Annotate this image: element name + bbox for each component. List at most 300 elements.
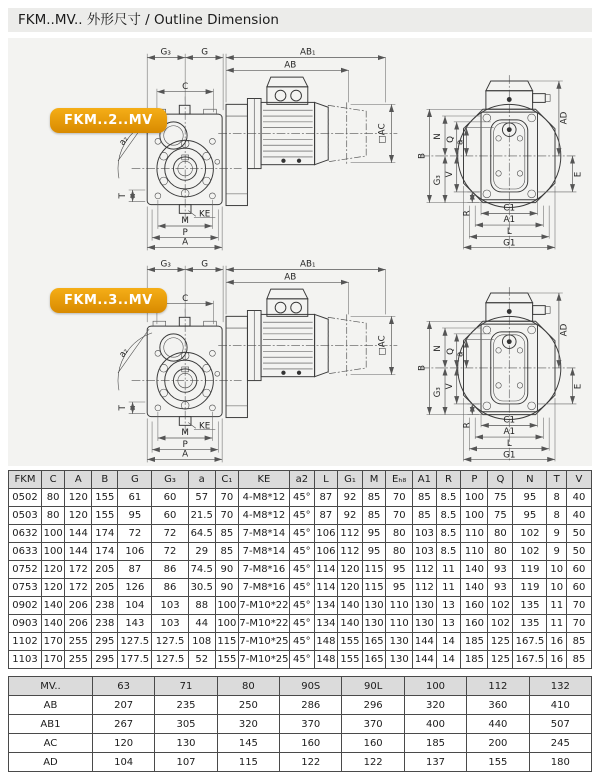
table-cell: 207 — [92, 696, 154, 715]
table-cell: 112 — [413, 579, 436, 597]
header-cell: 80 — [217, 677, 279, 696]
table-cell: 80 — [386, 525, 413, 543]
table-cell: 126 — [118, 579, 152, 597]
table-cell: 130 — [362, 597, 385, 615]
table-cell: 106 — [314, 525, 337, 543]
header-cell: V — [566, 471, 591, 489]
table-cell: 7-M10*25 — [239, 651, 290, 669]
table-cell: 45° — [289, 579, 314, 597]
table-cell: 155 — [338, 633, 363, 651]
table-cell: 60 — [566, 561, 591, 579]
table-cell: 85 — [215, 525, 238, 543]
drawing-panel-fkm2 — [8, 38, 592, 260]
table-cell: 507 — [529, 715, 591, 734]
table-cell: 87 — [118, 561, 152, 579]
table-cell: 87 — [314, 489, 337, 507]
table-cell: 155 — [215, 651, 238, 669]
table-cell: 130 — [413, 597, 436, 615]
table-cell: 86 — [152, 561, 188, 579]
table-row — [9, 561, 592, 579]
header-cell: a2 — [289, 471, 314, 489]
table-cell: 90 — [215, 579, 238, 597]
table-cell: 144 — [413, 651, 436, 669]
table-cell: 114 — [314, 579, 337, 597]
table-cell: 100 — [42, 525, 65, 543]
table-cell: 144 — [413, 633, 436, 651]
table-cell: 104 — [92, 753, 154, 772]
table-cell: 11 — [436, 561, 461, 579]
table-cell: 180 — [529, 753, 591, 772]
table-cell: 127.5 — [152, 651, 188, 669]
table-cell: 7-M8*16 — [239, 579, 290, 597]
table-cell: 134 — [314, 615, 337, 633]
table-cell: 92 — [338, 489, 363, 507]
table-cell: 88 — [188, 597, 215, 615]
table-cell: 61 — [118, 489, 152, 507]
table-cell: 140 — [338, 615, 363, 633]
table-cell: 172 — [65, 579, 92, 597]
table-cell: 40 — [566, 489, 591, 507]
header-cell: P — [461, 471, 488, 489]
table-cell: 170 — [42, 633, 65, 651]
table-cell: 90 — [215, 561, 238, 579]
header-cell: A — [65, 471, 92, 489]
table-cell: 64.5 — [188, 525, 215, 543]
table-cell: 45° — [289, 561, 314, 579]
table-cell: 103 — [152, 615, 188, 633]
header-cell: R — [436, 471, 461, 489]
table-cell: 50 — [566, 525, 591, 543]
table-cell: 13 — [436, 615, 461, 633]
table-cell: 7-M10*25 — [239, 633, 290, 651]
table-cell: 125 — [488, 633, 513, 651]
table-cell: 160 — [461, 615, 488, 633]
table-cell: 155 — [92, 489, 118, 507]
table-cell: 70 — [215, 507, 238, 525]
table-cell: 108 — [188, 633, 215, 651]
table-cell: 85 — [362, 489, 385, 507]
table-cell: 60 — [152, 489, 188, 507]
table-cell: 267 — [92, 715, 154, 734]
table-cell: 100 — [215, 597, 238, 615]
header-cell: T — [547, 471, 566, 489]
table-cell: 114 — [314, 561, 337, 579]
header-cell: N — [513, 471, 547, 489]
table-cell: 140 — [42, 597, 65, 615]
table-cell: 295 — [92, 651, 118, 669]
table-cell: 14 — [436, 633, 461, 651]
table-cell: 52 — [188, 651, 215, 669]
page-title: FKM..MV.. 外形尺寸 / Outline Dimension — [8, 8, 592, 32]
table-cell: 140 — [42, 615, 65, 633]
header-cell: 100 — [404, 677, 466, 696]
table-cell: 80 — [42, 507, 65, 525]
header-cell: 112 — [467, 677, 529, 696]
table-cell: 45° — [289, 615, 314, 633]
header-cell: 90S — [280, 677, 342, 696]
table-cell: 119 — [513, 579, 547, 597]
table-cell: 70 — [215, 489, 238, 507]
table-cell: 7-M8*14 — [239, 543, 290, 561]
table-cell: 160 — [280, 734, 342, 753]
table-cell: 70 — [386, 489, 413, 507]
model-badge-fkm3: FKM..3..MV — [50, 288, 167, 313]
table-cell: 85 — [566, 633, 591, 651]
table-cell: 102 — [488, 615, 513, 633]
table-cell: 295 — [92, 633, 118, 651]
table-cell: AB1 — [9, 715, 93, 734]
table-cell: 245 — [529, 734, 591, 753]
table-cell: 148 — [314, 651, 337, 669]
header-cell: Eₕ₈ — [386, 471, 413, 489]
motor-frame-table — [8, 676, 592, 772]
table-cell: AC — [9, 734, 93, 753]
outline-drawing-fkm2 — [8, 44, 592, 252]
table-cell: 320 — [217, 715, 279, 734]
table-cell: 0753 — [9, 579, 42, 597]
table-cell: 100 — [42, 543, 65, 561]
table-cell: 370 — [280, 715, 342, 734]
table-row — [9, 579, 592, 597]
table-cell: 155 — [467, 753, 529, 772]
table-cell: 70 — [566, 615, 591, 633]
table-cell: 7-M8*16 — [239, 561, 290, 579]
table-cell: 144 — [65, 543, 92, 561]
table-cell: 8 — [547, 489, 566, 507]
header-cell: G — [118, 471, 152, 489]
table-cell: 85 — [215, 543, 238, 561]
header-cell: KE — [239, 471, 290, 489]
table-cell: 115 — [362, 561, 385, 579]
table-cell: 95 — [386, 561, 413, 579]
header-cell: L — [314, 471, 337, 489]
table-cell: 103 — [413, 525, 436, 543]
table-cell: 57 — [188, 489, 215, 507]
motor-frame-table-header-row — [9, 677, 592, 696]
table-cell: 115 — [215, 633, 238, 651]
table-cell: 107 — [155, 753, 217, 772]
table-cell: 74.5 — [188, 561, 215, 579]
table-cell: 93 — [488, 579, 513, 597]
table-cell: 120 — [92, 734, 154, 753]
table-cell: 72 — [152, 525, 188, 543]
table-cell: 72 — [118, 525, 152, 543]
table-cell: 148 — [314, 633, 337, 651]
table-cell: 9 — [547, 543, 566, 561]
table-cell: 410 — [529, 696, 591, 715]
table-cell: 10 — [547, 561, 566, 579]
table-cell: 135 — [513, 615, 547, 633]
table-cell: 134 — [314, 597, 337, 615]
header-cell: C — [42, 471, 65, 489]
table-cell: 103 — [413, 543, 436, 561]
table-cell: 80 — [488, 525, 513, 543]
table-cell: 102 — [488, 597, 513, 615]
table-cell: 120 — [65, 507, 92, 525]
table-cell: 0752 — [9, 561, 42, 579]
table-cell: 29 — [188, 543, 215, 561]
table-cell: 140 — [338, 597, 363, 615]
table-cell: 174 — [92, 525, 118, 543]
table-cell: 45° — [289, 489, 314, 507]
header-cell: G₃ — [152, 471, 188, 489]
table-cell: 8 — [547, 507, 566, 525]
table-cell: 87 — [314, 507, 337, 525]
table-cell: 70 — [566, 597, 591, 615]
table-cell: 45° — [289, 651, 314, 669]
table-cell: 286 — [280, 696, 342, 715]
dimension-table — [8, 470, 592, 669]
header-cell: 132 — [529, 677, 591, 696]
table-cell: 144 — [65, 525, 92, 543]
table-cell: 7-M10*22 — [239, 615, 290, 633]
table-cell: 165 — [362, 651, 385, 669]
table-row — [9, 651, 592, 669]
table-cell: 155 — [92, 507, 118, 525]
table-cell: 10 — [547, 579, 566, 597]
table-cell: 143 — [118, 615, 152, 633]
table-cell: 1103 — [9, 651, 42, 669]
table-cell: 122 — [280, 753, 342, 772]
table-cell: 130 — [386, 651, 413, 669]
table-cell: 0903 — [9, 615, 42, 633]
table-cell: 140 — [461, 579, 488, 597]
table-cell: 45° — [289, 507, 314, 525]
table-cell: 255 — [65, 651, 92, 669]
table-cell: 205 — [92, 579, 118, 597]
table-row — [9, 489, 592, 507]
table-cell: 100 — [461, 507, 488, 525]
table-cell: 16 — [547, 651, 566, 669]
table-row — [9, 734, 592, 753]
table-cell: 185 — [461, 633, 488, 651]
table-cell: 50 — [566, 543, 591, 561]
table-row — [9, 615, 592, 633]
table-cell: 0632 — [9, 525, 42, 543]
table-row — [9, 753, 592, 772]
table-cell: 440 — [467, 715, 529, 734]
table-cell: 4-M8*12 — [239, 489, 290, 507]
table-cell: 130 — [155, 734, 217, 753]
table-cell: 60 — [152, 507, 188, 525]
table-cell: 200 — [467, 734, 529, 753]
table-cell: 140 — [461, 561, 488, 579]
table-cell: 45° — [289, 633, 314, 651]
table-cell: 172 — [65, 561, 92, 579]
table-cell: 104 — [118, 597, 152, 615]
table-cell: 40 — [566, 507, 591, 525]
dimension-table-header-row — [9, 471, 592, 489]
table-cell: 9 — [547, 525, 566, 543]
table-cell: 4-M8*12 — [239, 507, 290, 525]
table-cell: 112 — [413, 561, 436, 579]
table-cell: 11 — [547, 597, 566, 615]
table-cell: 170 — [42, 651, 65, 669]
table-cell: 21.5 — [188, 507, 215, 525]
table-row — [9, 715, 592, 734]
table-cell: 85 — [362, 507, 385, 525]
table-cell: 85 — [413, 489, 436, 507]
table-cell: 75 — [488, 507, 513, 525]
table-cell: AD — [9, 753, 93, 772]
table-cell: 45° — [289, 543, 314, 561]
table-cell: 127.5 — [118, 633, 152, 651]
header-cell: C₁ — [215, 471, 238, 489]
table-cell: 115 — [217, 753, 279, 772]
table-cell: 122 — [342, 753, 404, 772]
table-cell: AB — [9, 696, 93, 715]
header-cell: 71 — [155, 677, 217, 696]
table-cell: 45° — [289, 597, 314, 615]
table-row — [9, 633, 592, 651]
table-cell: 106 — [314, 543, 337, 561]
table-cell: 7-M10*22 — [239, 597, 290, 615]
table-row — [9, 525, 592, 543]
table-cell: 8.5 — [436, 489, 461, 507]
table-cell: 120 — [65, 489, 92, 507]
table-cell: 155 — [338, 651, 363, 669]
table-cell: 93 — [488, 561, 513, 579]
table-cell: 296 — [342, 696, 404, 715]
table-cell: 167.5 — [513, 651, 547, 669]
table-cell: 120 — [42, 561, 65, 579]
header-cell: A1 — [413, 471, 436, 489]
table-cell: 238 — [92, 615, 118, 633]
header-cell: MV.. — [9, 677, 93, 696]
table-cell: 145 — [217, 734, 279, 753]
table-cell: 7-M8*14 — [239, 525, 290, 543]
table-cell: 110 — [461, 543, 488, 561]
table-cell: 70 — [386, 507, 413, 525]
table-cell: 16 — [547, 633, 566, 651]
table-cell: 8.5 — [436, 507, 461, 525]
table-cell: 112 — [338, 543, 363, 561]
table-cell: 92 — [338, 507, 363, 525]
table-cell: 95 — [513, 489, 547, 507]
table-cell: 13 — [436, 597, 461, 615]
table-cell: 112 — [338, 525, 363, 543]
table-cell: 110 — [461, 525, 488, 543]
header-cell: B — [92, 471, 118, 489]
header-cell: Q — [488, 471, 513, 489]
table-cell: 130 — [362, 615, 385, 633]
table-cell: 238 — [92, 597, 118, 615]
table-cell: 206 — [65, 597, 92, 615]
table-cell: 95 — [386, 579, 413, 597]
table-cell: 102 — [513, 543, 547, 561]
table-cell: 0902 — [9, 597, 42, 615]
table-cell: 305 — [155, 715, 217, 734]
table-cell: 14 — [436, 651, 461, 669]
table-cell: 167.5 — [513, 633, 547, 651]
table-cell: 44 — [188, 615, 215, 633]
table-cell: 255 — [65, 633, 92, 651]
table-cell: 11 — [547, 615, 566, 633]
table-cell: 72 — [152, 543, 188, 561]
table-cell: 95 — [362, 543, 385, 561]
table-cell: 110 — [386, 615, 413, 633]
header-cell: M — [362, 471, 385, 489]
table-cell: 160 — [342, 734, 404, 753]
table-cell: 86 — [152, 579, 188, 597]
table-cell: 130 — [386, 633, 413, 651]
table-cell: 115 — [362, 579, 385, 597]
header-cell: G₁ — [338, 471, 363, 489]
table-cell: 100 — [215, 615, 238, 633]
table-cell: 8.5 — [436, 543, 461, 561]
drawing-panel-fkm3 — [8, 260, 592, 466]
table-cell: 80 — [386, 543, 413, 561]
header-cell: 63 — [92, 677, 154, 696]
table-cell: 120 — [42, 579, 65, 597]
table-row — [9, 696, 592, 715]
table-cell: 60 — [566, 579, 591, 597]
table-cell: 185 — [404, 734, 466, 753]
table-cell: 85 — [566, 651, 591, 669]
table-cell: 119 — [513, 561, 547, 579]
table-cell: 125 — [488, 651, 513, 669]
table-cell: 130 — [413, 615, 436, 633]
table-cell: 360 — [467, 696, 529, 715]
table-cell: 320 — [404, 696, 466, 715]
table-cell: 45° — [289, 525, 314, 543]
table-cell: 80 — [488, 543, 513, 561]
table-cell: 370 — [342, 715, 404, 734]
table-cell: 95 — [118, 507, 152, 525]
table-cell: 235 — [155, 696, 217, 715]
table-cell: 205 — [92, 561, 118, 579]
table-cell: 75 — [488, 489, 513, 507]
table-cell: 174 — [92, 543, 118, 561]
table-cell: 100 — [461, 489, 488, 507]
table-cell: 120 — [338, 579, 363, 597]
table-cell: 135 — [513, 597, 547, 615]
table-cell: 95 — [362, 525, 385, 543]
table-cell: 250 — [217, 696, 279, 715]
table-cell: 8.5 — [436, 525, 461, 543]
table-cell: 95 — [513, 507, 547, 525]
table-cell: 103 — [152, 597, 188, 615]
table-cell: 0503 — [9, 507, 42, 525]
table-cell: 177.5 — [118, 651, 152, 669]
table-cell: 11 — [436, 579, 461, 597]
table-row — [9, 543, 592, 561]
table-cell: 185 — [461, 651, 488, 669]
header-cell: 90L — [342, 677, 404, 696]
model-badge-fkm2: FKM..2..MV — [50, 108, 167, 133]
table-cell: 120 — [338, 561, 363, 579]
table-cell: 206 — [65, 615, 92, 633]
table-cell: 0502 — [9, 489, 42, 507]
table-cell: 400 — [404, 715, 466, 734]
table-cell: 85 — [413, 507, 436, 525]
header-cell: FKM — [9, 471, 42, 489]
table-row — [9, 507, 592, 525]
table-cell: 110 — [386, 597, 413, 615]
table-cell: 0633 — [9, 543, 42, 561]
table-cell: 30.5 — [188, 579, 215, 597]
table-cell: 1102 — [9, 633, 42, 651]
table-cell: 80 — [42, 489, 65, 507]
table-cell: 160 — [461, 597, 488, 615]
table-cell: 165 — [362, 633, 385, 651]
table-cell: 102 — [513, 525, 547, 543]
table-cell: 137 — [404, 753, 466, 772]
table-row — [9, 597, 592, 615]
table-cell: 127.5 — [152, 633, 188, 651]
header-cell: a — [188, 471, 215, 489]
table-cell: 106 — [118, 543, 152, 561]
